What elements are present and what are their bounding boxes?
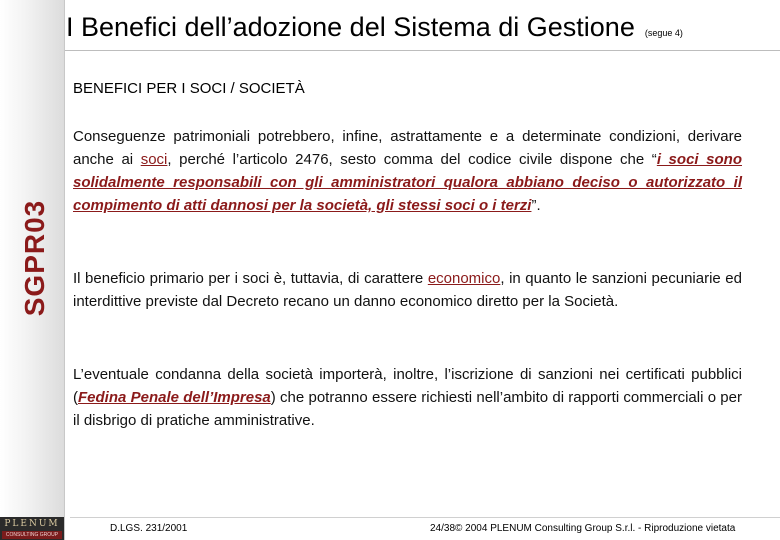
paragraph-3	[73, 363, 742, 432]
footer-reference: D.LGS. 231/2001	[110, 523, 188, 534]
p2-text-1: Il beneficio primario per i soci è, tuttavia, di carattere	[73, 270, 428, 287]
paragraph-2	[73, 267, 742, 313]
page-title-text: I Benefici dell’adozione del Sistema di Gestione	[66, 12, 635, 42]
logo-wordmark: PLENUM	[4, 519, 60, 529]
paragraph-1	[73, 125, 742, 217]
page-title	[66, 12, 683, 43]
p2-text-2: , in quanto le sanzioni pecuniarie ed interdittive previste dal Decreto recano un danno economico diretto per la Società.	[73, 270, 742, 310]
p3-emphasis-fedina: Fedina Penale dell’Impresa	[78, 389, 271, 406]
p3-text-1: L’eventuale condanna della società importerà, inoltre, l’iscrizione di sanzioni nei certificati pubblici (	[73, 366, 742, 406]
p1-text-1: Conseguenze patrimoniali potrebbero, infine, astrattamente e a determinate condizioni, derivare anche ai	[73, 128, 742, 168]
p1-emphasis-soci: soci	[140, 151, 168, 168]
title-divider	[65, 50, 780, 51]
p1-text-2: , perché l’articolo 2476, sesto comma del codice civile dispone che “	[167, 151, 657, 168]
p3-text-2: ) che potranno essere richiesti nell’ambito di rapporti commerciali o per il disbrigo di pratiche amministrative.	[73, 389, 742, 429]
p1-quote: i soci sono solidalmente responsabili con gli amministratori qualora abbiano deciso o autorizzato il compimento di atti dannosi per la società, gli stessi soci o i terzi	[73, 151, 742, 214]
footer-copyright: 24/38© 2004 PLENUM Consulting Group S.r.l. - Riproduzione vietata	[430, 523, 736, 534]
p1-text-3: ”.	[531, 197, 541, 214]
document-code: SGPR03	[19, 199, 50, 317]
sidebar	[0, 0, 65, 540]
p2-emphasis-economico: economico	[427, 270, 501, 287]
page-subtitle: (segue 4)	[644, 28, 683, 38]
footer-divider	[70, 517, 780, 518]
logo-tagline: CONSULTING GROUP	[2, 531, 62, 539]
section-heading: BENEFICI PER I SOCI / SOCIETÀ	[73, 80, 305, 97]
plenum-logo	[0, 517, 64, 540]
